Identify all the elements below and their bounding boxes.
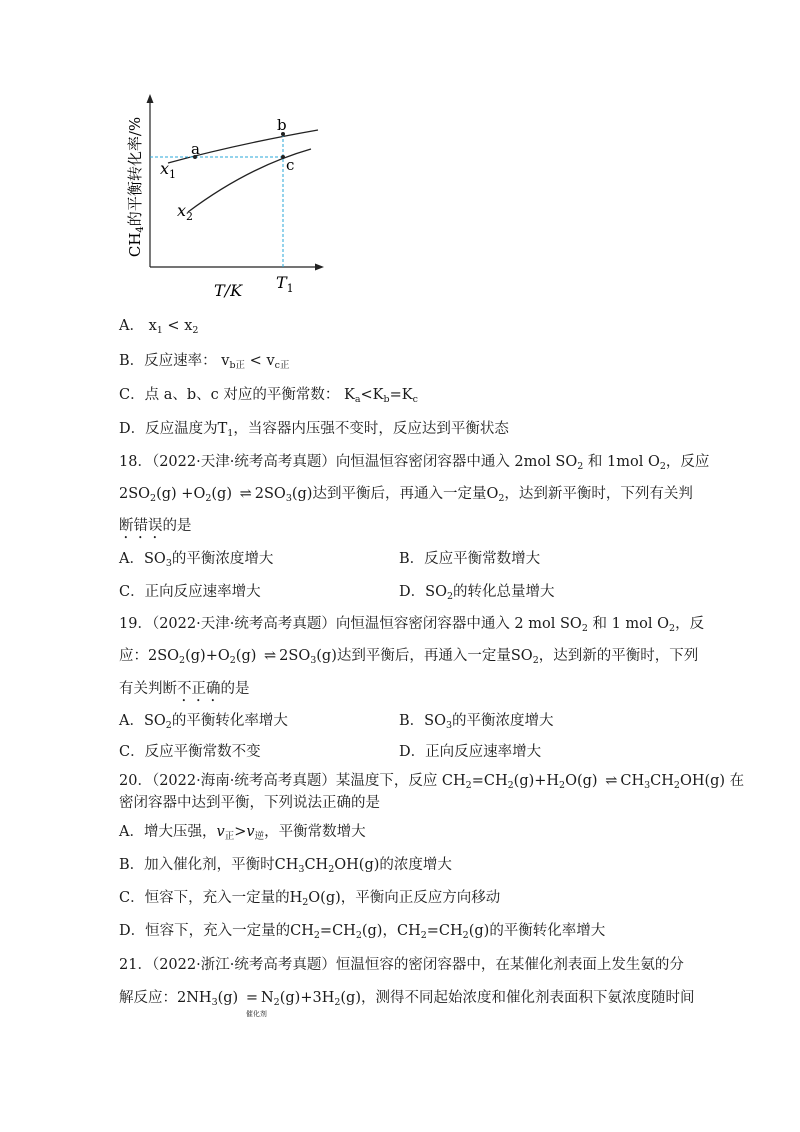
equilibrium-arrow-icon: ⇌ xyxy=(239,486,252,502)
q19-stem-line2: 应：$2SO_2(g)+O_2(g)$ ⇌ $2SO_3(g)$达到平衡后，再通入一定量$SO_2$，达到新的平衡时，下列 xyxy=(119,648,699,666)
y-axis-arrow xyxy=(147,94,154,103)
q21-stem-line1: 21．（2022·浙江·统考高考真题）恒温恒容的密闭容器中，在某催化剂表面上发生氨的分 xyxy=(119,957,684,973)
q19-option-d[interactable]: D．正向反应速率增大 xyxy=(399,744,542,760)
q20-option-d[interactable]: D．恒容下，充入一定量的$CH_2=CH_2(g)$，$CH_2=CH_2(g)$的平衡转化率增大 xyxy=(119,923,606,941)
equilibrium-arrow-icon: ⇌ xyxy=(264,648,277,664)
point-label-b: b xyxy=(277,116,287,134)
q17-option-a[interactable]: A． $x_1 < x_2$ xyxy=(119,318,199,336)
q17-option-d[interactable]: D．反应温度为$T_1$，当容器内压强不变时，反应达到平衡状态 xyxy=(119,421,509,439)
point-c xyxy=(281,155,285,159)
catalyst-arrow: = 催化剂 xyxy=(245,990,267,1018)
conversion-rate-chart xyxy=(118,92,338,307)
y-axis-label: $CH_4$的平衡转化率/% xyxy=(126,116,146,258)
point-label-a: a xyxy=(191,140,200,158)
q20-stem-line1: 20．（2022·海南·统考高考真题）某温度下，反应 $CH_2=CH_2(g)+H_2O(g)$ ⇌ $CH_3CH_2OH(g)$ 在 xyxy=(119,773,745,791)
x-axis-arrow xyxy=(315,264,324,271)
x-axis-label: T/K xyxy=(214,281,243,300)
equilibrium-arrow-icon: ⇌ xyxy=(605,773,618,789)
q18-option-b[interactable]: B．反应平衡常数增大 xyxy=(399,551,541,567)
q17-option-c[interactable]: C．点 a、b、c 对应的平衡常数： $K_a<K_b=K_c$ xyxy=(119,387,418,405)
q20-option-a[interactable]: A．增大压强，$v_正>v_逆$，平衡常数增大 xyxy=(119,824,366,842)
q18-stem-line2: $2SO_2(g) +O_2(g)$ ⇌ $2SO_3(g)$达到平衡后，再通入一定量$O_2$，达到新平衡时，下列有关判 xyxy=(119,486,693,504)
q18-option-a[interactable]: A．$SO_3$的平衡浓度增大 xyxy=(119,551,274,569)
q18-option-d[interactable]: D．$SO_2$的转化总量增大 xyxy=(399,584,555,602)
q21-stem-line2: 解反应：$2NH_3(g)$ = 催化剂 $N_2(g)+3H_2(g)$，测得不同起始浓度和催化剂表面积下氨浓度随时间 xyxy=(119,990,695,1018)
q19-stem-line1: 19．（2022·天津·统考高考真题）向恒温恒容密闭容器中通入 2 mol $SO_2$ 和 1 mol $O_2$，反 xyxy=(119,616,705,634)
q20-stem-line2: 密闭容器中达到平衡，下列说法正确的是 xyxy=(119,795,380,811)
q18-stem-line1: 18．（2022·天津·统考高考真题）向恒温恒容密闭容器中通入 2mol $SO_2$ 和 1mol $O_2$，反应 xyxy=(119,454,710,472)
q19-option-c[interactable]: C．反应平衡常数不变 xyxy=(119,744,261,760)
q19-option-b[interactable]: B．$SO_3$的平衡浓度增大 xyxy=(399,713,554,731)
series-label-x1: $x_1$ xyxy=(160,159,177,181)
point-label-c: c xyxy=(286,156,295,174)
q18-option-c[interactable]: C．正向反应速率增大 xyxy=(119,584,261,600)
q20-option-b[interactable]: B．加入催化剂，平衡时$CH_3CH_2OH(g)$的浓度增大 xyxy=(119,857,452,875)
q17-option-b[interactable]: B．反应速率： $v_{b正} < v_{c正}$ xyxy=(119,353,290,371)
x-tick-label: $T_1$ xyxy=(276,273,294,295)
q20-option-c[interactable]: C．恒容下，充入一定量的$H_2O(g)$，平衡向正反应方向移动 xyxy=(119,890,501,908)
q19-stem-line3: 有关判断不正确的是 xyxy=(119,681,250,697)
q18-stem-line3: 断错误的是 xyxy=(119,518,192,534)
series-label-x2: $x_2$ xyxy=(177,201,194,223)
q19-option-a[interactable]: A．$SO_2$的平衡转化率增大 xyxy=(119,713,288,731)
